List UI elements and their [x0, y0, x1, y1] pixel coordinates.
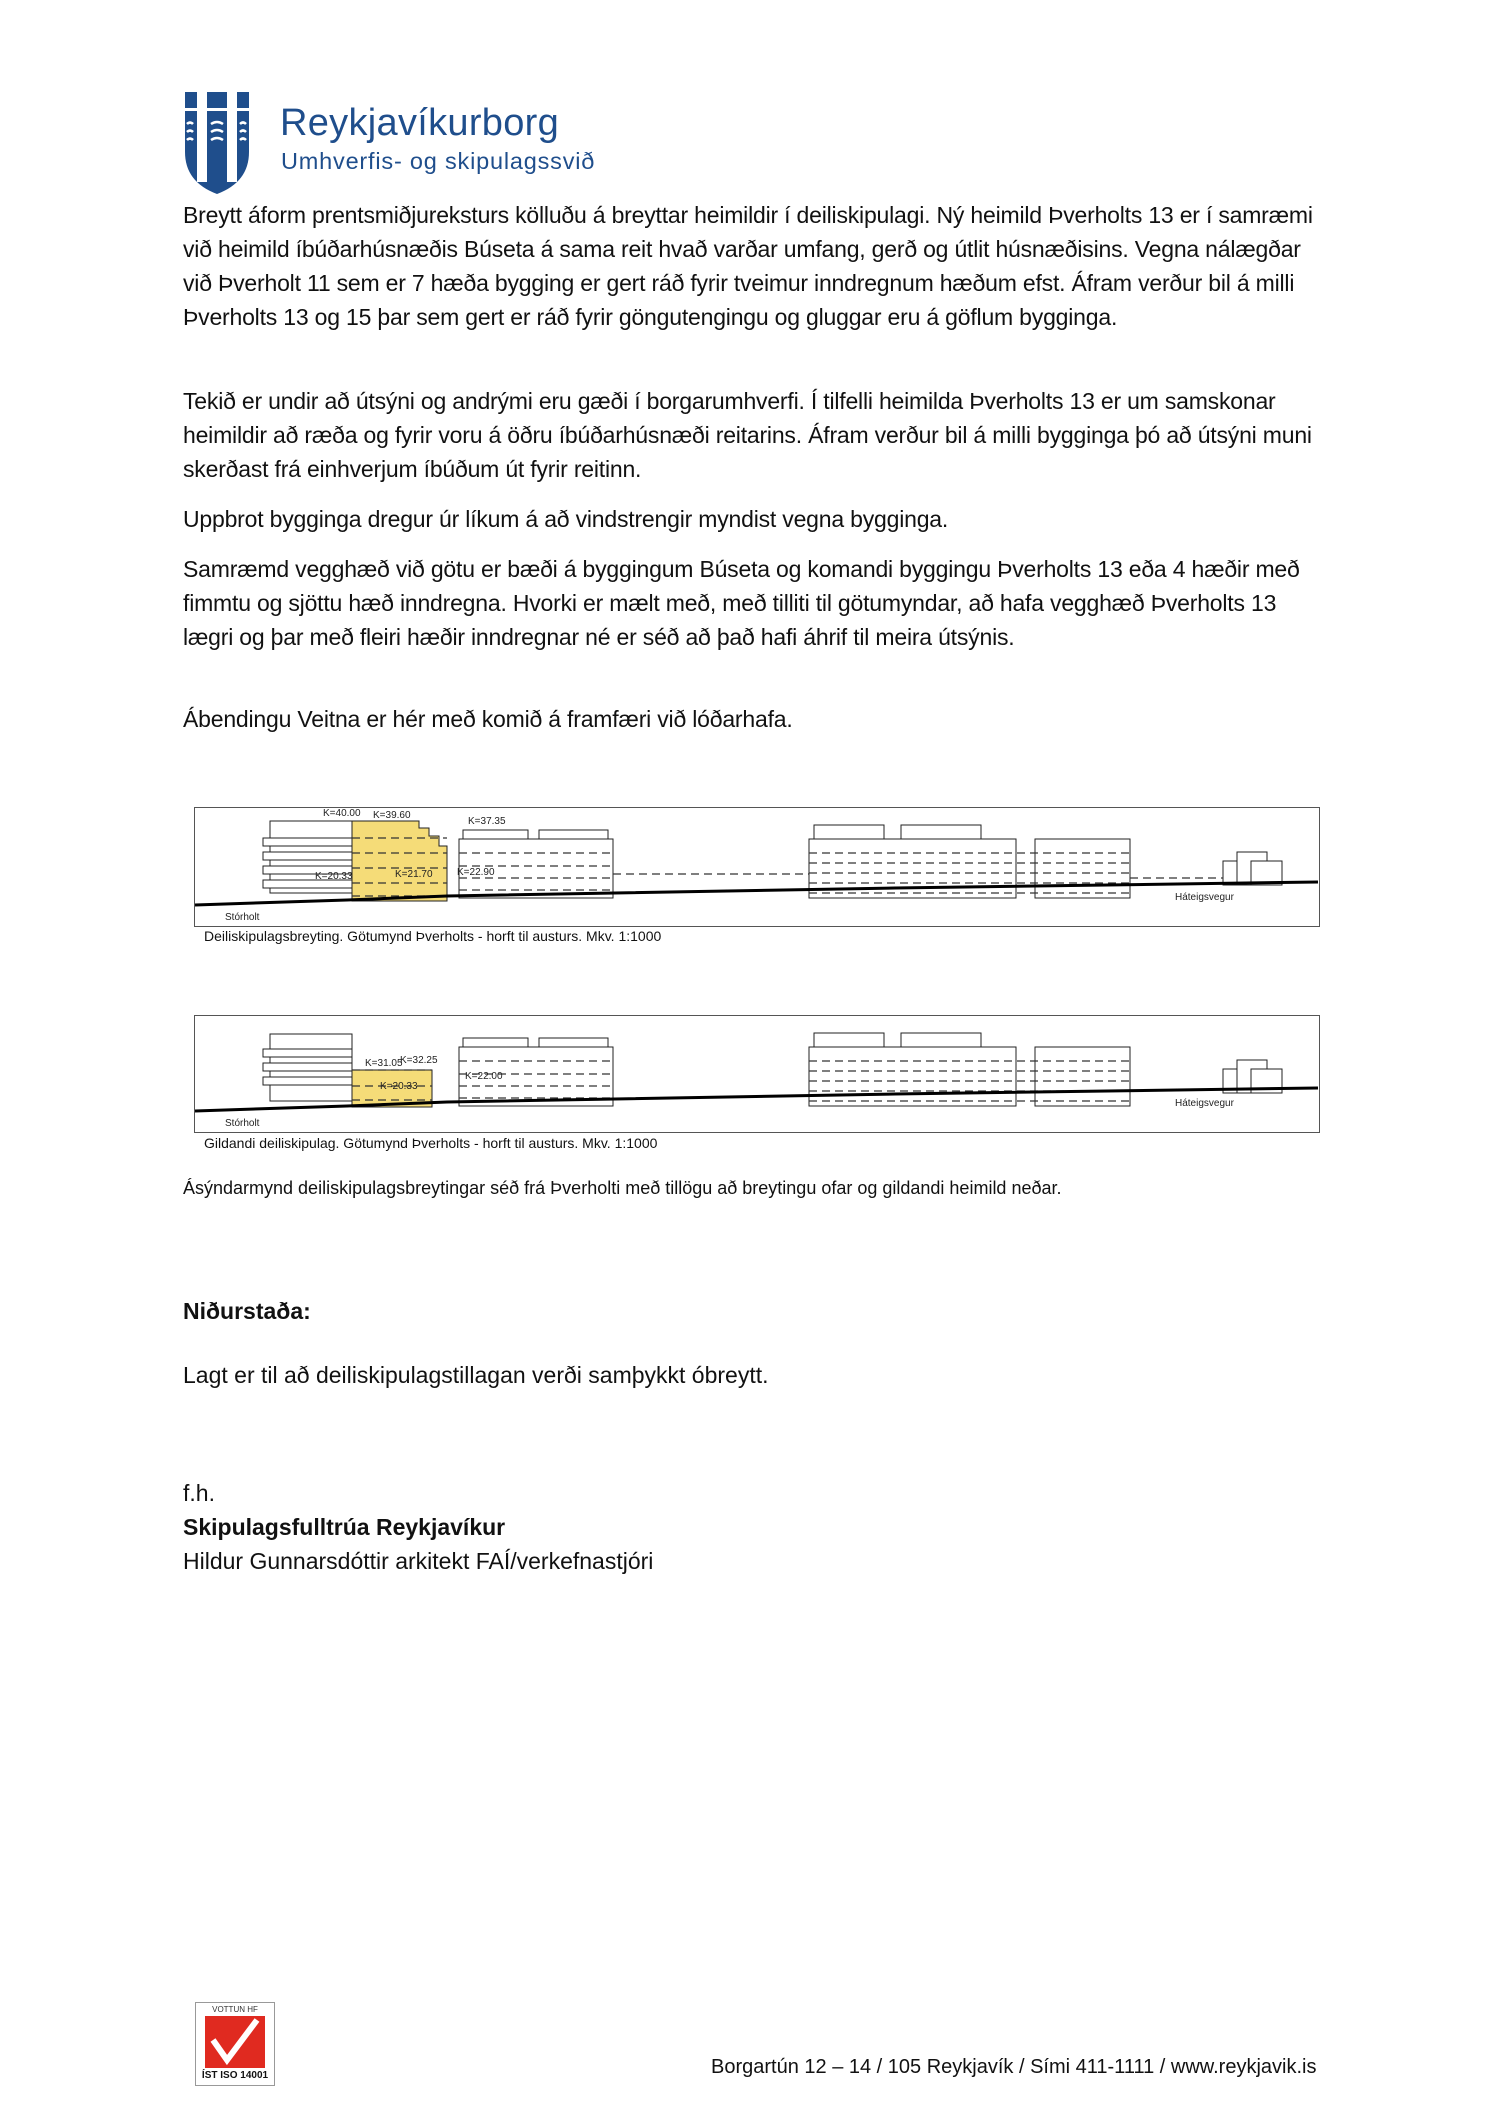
- drawing-element: [227, 92, 237, 182]
- elevation-label: K=20.33: [315, 871, 353, 882]
- drawing-element: [187, 123, 193, 125]
- paragraph-text: Tekið er undir að útsýni og andrými eru gæði í borgarumhverfi. Í tilfelli heimilda Þverholts 13 er um samskonar heimildir að ræða og fyrir voru á öðru íbúðarhúsnæði reitarins. Áfram verður bil á milli bygginga þó að útsýni muni skerðast frá einhverjum íbúðum út fyrir reitinn.: [183, 388, 1312, 482]
- paragraph-4: [183, 552, 1323, 654]
- drawing-element: [263, 1077, 352, 1085]
- certification-top-text: VOTTUN HF: [212, 2005, 258, 2014]
- elevation-label: K=20.33: [380, 1081, 418, 1092]
- conclusion-heading: Niðurstaða:: [183, 1298, 311, 1324]
- drawing-element: [814, 1033, 884, 1047]
- paragraph-text: Breytt áform prentsmiðjureksturs kölluðu á breyttar heimildir í deiliskipulagi. Ný heimild Þverholts 13 er í samræmi við heimild íbúðarhúsnæðis Búseta á sama reit hvað varðar umfang, gerð og útlit húsnæðisins. Vegna nálægðar við Þverholt 11 sem er 7 hæða bygging er gert ráð fyrir tveimur inndregnum hæðum efst. Áfram verður bil á milli Þverholts 13 og 15 þar sem gert er ráð fyrir göngutengingu og gluggar eru á göflum bygginga.: [183, 202, 1313, 330]
- signature-name: Hildur Gunnarsdóttir arkitekt FAÍ/verkefnastjóri: [183, 1548, 654, 1574]
- drawing-element: [1035, 839, 1130, 898]
- streetscape-current-figure: [194, 1015, 1320, 1133]
- street-label-right: Háteigsvegur: [1175, 1098, 1234, 1109]
- elevation-label: K=21.70: [395, 869, 433, 880]
- paragraph-text: Samræmd vegghæð við götu er bæði á byggingum Búseta og komandi byggingu Þverholts 13 eða 4 hæðir með fimmtu og sjöttu hæð inndregna. Hvorki er mælt með, með tilliti til götumyndar, að hafa vegghæð Þverholts 13 lægri og þar með fleiri hæðir inndregnar né er séð að það hafi áhrif til meira útsýnis.: [183, 556, 1300, 650]
- drawing-element: [240, 131, 246, 133]
- streetscape-proposed-figure: [194, 807, 1320, 927]
- drawing-element: [901, 825, 981, 839]
- conclusion-text: Lagt er til að deiliskipulagstillagan verði samþykkt óbreytt.: [183, 1362, 769, 1388]
- building-small-right: [1223, 861, 1237, 885]
- signature-prefix: f.h.: [183, 1480, 215, 1506]
- street-label-left: Stórholt: [225, 912, 260, 923]
- drawing-element: [539, 1038, 608, 1047]
- drawing-element: [185, 108, 249, 111]
- drawing-element: [539, 830, 608, 839]
- paragraph-1: [183, 198, 1323, 334]
- building-thverholt-13-proposed: [352, 821, 447, 901]
- elevation-label: K=39.60: [373, 810, 411, 821]
- paragraph-3: [183, 502, 1323, 536]
- paragraph-text: Ábendingu Veitna er hér með komið á framfæri við lóðarhafa.: [183, 706, 793, 732]
- drawing-element: [187, 139, 193, 141]
- proposed-figure-caption: Deiliskipulagsbreyting. Götumynd Þverholts - horft til austurs. Mkv. 1:1000: [204, 928, 662, 944]
- certification-bottom-text: ÍST ISO 14001: [201, 2070, 269, 2081]
- drawing-element: [240, 139, 246, 141]
- elevation-label: K=40.00: [323, 808, 361, 819]
- drawing-element: [463, 830, 528, 839]
- drawing-element: [263, 1063, 352, 1071]
- paragraph-5: [183, 702, 1323, 736]
- drawing-element: [1035, 1047, 1130, 1106]
- drawing-element: [263, 838, 352, 846]
- elevation-label: K=22.00: [465, 1071, 503, 1082]
- org-name: Reykjavíkurborg: [280, 102, 560, 144]
- street-label-left: Stórholt: [225, 1118, 260, 1129]
- drawing-element: [263, 852, 352, 860]
- elevation-label: K=32.25: [400, 1055, 438, 1066]
- drawing-element: [263, 1049, 352, 1057]
- figure-caption: Ásýndarmynd deiliskipulagsbreytingar séð frá Þverholti með tillögu að breytingu ofar og gildandi heimild neðar.: [183, 1178, 1062, 1198]
- drawing-element: [213, 2020, 257, 2060]
- elevation-label: K=37.35: [468, 816, 506, 827]
- drawing-element: [901, 1033, 981, 1047]
- paragraph-2: [183, 384, 1323, 486]
- drawing-element: [197, 92, 207, 182]
- elevation-label: K=22.90: [457, 867, 495, 878]
- drawing-element: [814, 825, 884, 839]
- drawing-element: [185, 92, 249, 194]
- street-label-right: Háteigsvegur: [1175, 892, 1234, 903]
- drawing-element: [809, 1047, 1016, 1106]
- checkmark-icon: [205, 2016, 265, 2068]
- drawing-element: [240, 123, 246, 125]
- signature-office: Skipulagsfulltrúa Reykjavíkur: [183, 1514, 506, 1540]
- drawing-element: [187, 131, 193, 133]
- elevation-label: K=31.05: [365, 1058, 403, 1069]
- paragraph-text: Uppbrot bygginga dregur úr líkum á að vindstrengir myndist vegna bygginga.: [183, 506, 949, 532]
- current-figure-caption: Gildandi deiliskipulag. Götumynd Þverholts - horft til austurs. Mkv. 1:1000: [204, 1135, 658, 1151]
- drawing-element: [463, 1038, 528, 1047]
- department-name: Umhverfis- og skipulagssvið: [281, 148, 596, 174]
- iso-certification-logo: [195, 2002, 275, 2086]
- footer-address: Borgartún 12 – 14 / 105 Reykjavík / Sími 411-1111 / www.reykjavik.is: [711, 2056, 1317, 2078]
- reykjavik-coat-of-arms-logo: [183, 90, 251, 196]
